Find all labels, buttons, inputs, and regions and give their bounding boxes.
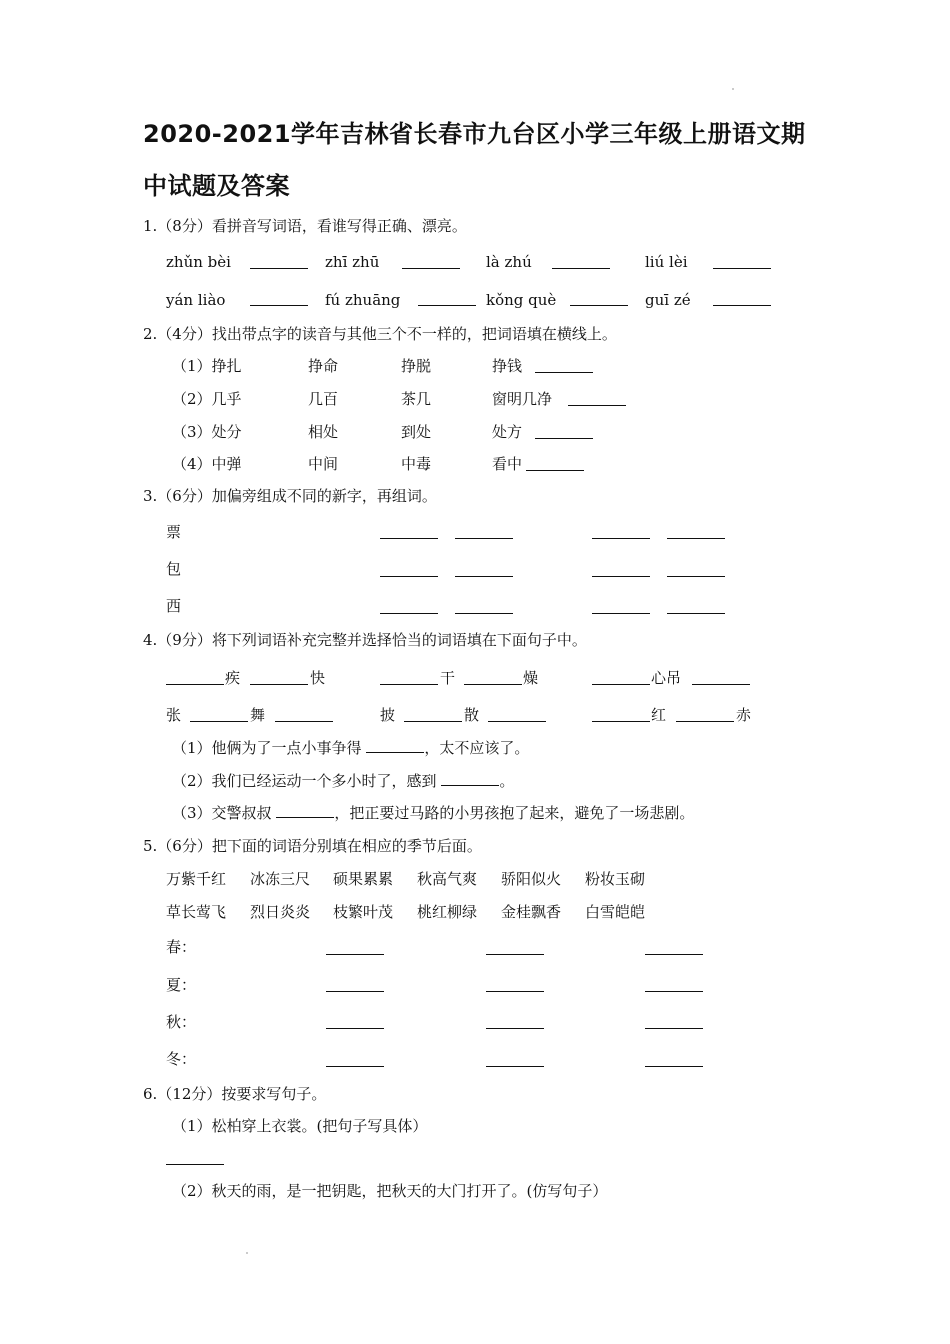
answer-blank[interactable] <box>250 684 308 685</box>
q1-pinyin-6: fú zhuāng <box>325 291 401 309</box>
q5-stem: 5.（6分）把下面的词语分别填在相应的季节后面。 <box>143 837 482 855</box>
q2-row3-word2: 相处 <box>308 423 339 441</box>
answer-blank[interactable] <box>418 305 476 306</box>
answer-blank[interactable] <box>667 538 725 539</box>
q1-pinyin-4: liú lèi <box>645 253 688 271</box>
q2-row4-word1: （4）中弹 <box>172 455 242 473</box>
answer-blank[interactable] <box>645 991 703 992</box>
q5-word: 骄阳似火 <box>501 870 562 888</box>
answer-blank[interactable] <box>570 305 628 306</box>
q4-word: 披 <box>380 706 396 724</box>
q1-pinyin-8: guī zé <box>645 291 691 309</box>
q4-sentence-3 <box>172 803 694 823</box>
q1-pinyin-7: kǒng què <box>486 291 557 309</box>
q4-s3-text-a: （3）交警叔叔 <box>172 804 272 822</box>
q5-word: 烈日炎炎 <box>250 903 311 921</box>
answer-blank[interactable] <box>486 1028 544 1029</box>
answer-blank[interactable] <box>535 438 593 439</box>
answer-blank[interactable] <box>667 576 725 577</box>
q6-part-2: （2）秋天的雨，是一把钥匙，把秋天的大门打开了。(仿写句子） <box>172 1182 608 1200</box>
q2-row2-word3: 茶几 <box>401 390 432 408</box>
answer-blank[interactable] <box>592 613 650 614</box>
q4-word: 燥 <box>523 669 539 687</box>
answer-blank[interactable] <box>326 991 384 992</box>
scan-speck <box>246 1252 248 1254</box>
answer-blank[interactable] <box>455 538 513 539</box>
q4-word: 赤 <box>736 706 752 724</box>
q5-word: 白雪皑皑 <box>585 903 646 921</box>
answer-blank[interactable] <box>326 954 384 955</box>
q2-row4-word2: 中间 <box>308 455 339 473</box>
answer-blank[interactable] <box>464 684 522 685</box>
answer-blank[interactable] <box>486 991 544 992</box>
answer-blank[interactable] <box>526 470 584 471</box>
answer-blank[interactable] <box>552 268 610 269</box>
q4-s3-text-b: ，把正要过马路的小男孩抱了起来，避免了一场悲剧。 <box>334 804 695 822</box>
q6-part-1: （1）松柏穿上衣裳。(把句子写具体） <box>172 1117 428 1135</box>
q5-season-autumn: 秋： <box>166 1013 197 1031</box>
answer-blank[interactable] <box>455 613 513 614</box>
q2-row4-word4: 看中 <box>492 455 523 473</box>
q5-season-winter: 冬： <box>166 1050 197 1068</box>
q2-row1-word2: 挣命 <box>308 357 339 375</box>
answer-blank[interactable] <box>441 771 499 786</box>
q5-word: 枝繁叶茂 <box>333 903 394 921</box>
answer-blank[interactable] <box>592 576 650 577</box>
q1-pinyin-1: zhǔn bèi <box>166 253 231 271</box>
scan-speck <box>732 88 734 90</box>
answer-blank[interactable] <box>166 1164 224 1165</box>
q2-row4-word3: 中毒 <box>401 455 432 473</box>
q2-row2-word2: 几百 <box>308 390 339 408</box>
q2-stem: 2.（4分）找出带点字的读音与其他三个不一样的，把词语填在横线上。 <box>143 325 617 343</box>
answer-blank[interactable] <box>592 721 650 722</box>
q1-stem: 1.（8分）看拼音写词语，看谁写得正确、漂亮。 <box>143 217 467 235</box>
answer-blank[interactable] <box>404 721 462 722</box>
answer-blank[interactable] <box>402 268 460 269</box>
document-title-line-2: 中试题及答案 <box>143 172 290 200</box>
answer-blank[interactable] <box>250 305 308 306</box>
q6-stem: 6.（12分）按要求写句子。 <box>143 1085 327 1103</box>
q4-s1-text-a: （1）他俩为了一点小事争得 <box>172 739 362 757</box>
q4-word: 快 <box>310 669 326 687</box>
answer-blank[interactable] <box>486 954 544 955</box>
answer-blank[interactable] <box>380 684 438 685</box>
q4-word: 心吊 <box>651 669 682 687</box>
q4-word: 张 <box>166 706 182 724</box>
answer-blank[interactable] <box>645 1066 703 1067</box>
q5-word: 万紫千红 <box>166 870 227 888</box>
q3-char-1: 票 <box>166 523 182 541</box>
answer-blank[interactable] <box>568 405 626 406</box>
q5-word: 草长莺飞 <box>166 903 227 921</box>
answer-blank[interactable] <box>592 538 650 539</box>
answer-blank[interactable] <box>535 372 593 373</box>
answer-blank[interactable] <box>326 1066 384 1067</box>
answer-blank[interactable] <box>713 268 771 269</box>
q2-row2-word1: （2）几乎 <box>172 390 242 408</box>
q5-word: 粉妆玉砌 <box>585 870 646 888</box>
answer-blank[interactable] <box>276 803 334 818</box>
answer-blank[interactable] <box>166 684 224 685</box>
q5-word: 硕果累累 <box>333 870 394 888</box>
q2-row2-word4: 窗明几净 <box>492 390 553 408</box>
answer-blank[interactable] <box>676 721 734 722</box>
answer-blank[interactable] <box>275 721 333 722</box>
q4-s2-text-b: 。 <box>499 772 515 790</box>
q3-char-2: 包 <box>166 560 182 578</box>
answer-blank[interactable] <box>592 684 650 685</box>
answer-blank[interactable] <box>366 738 424 753</box>
q2-row3-word4: 处方 <box>492 423 523 441</box>
answer-blank[interactable] <box>380 538 438 539</box>
answer-blank[interactable] <box>380 613 438 614</box>
q5-season-summer: 夏： <box>166 976 197 994</box>
q4-word: 干 <box>440 669 456 687</box>
answer-blank[interactable] <box>713 305 771 306</box>
answer-blank[interactable] <box>667 613 725 614</box>
q2-row3-word3: 到处 <box>401 423 432 441</box>
q2-row3-word1: （3）处分 <box>172 423 242 441</box>
q4-s2-text-a: （2）我们已经运动一个多小时了，感到 <box>172 772 437 790</box>
q5-word: 桃红柳绿 <box>417 903 478 921</box>
answer-blank[interactable] <box>486 1066 544 1067</box>
answer-blank[interactable] <box>645 1028 703 1029</box>
q4-word: 散 <box>464 706 480 724</box>
q4-word: 舞 <box>250 706 266 724</box>
q5-word: 金桂飘香 <box>501 903 562 921</box>
q4-stem: 4.（9分）将下列词语补充完整并选择恰当的词语填在下面句子中。 <box>143 631 587 649</box>
q2-row1-word4: 挣钱 <box>492 357 523 375</box>
q5-word: 秋高气爽 <box>417 870 478 888</box>
q2-row1-word3: 挣脱 <box>401 357 432 375</box>
answer-blank[interactable] <box>692 684 750 685</box>
answer-blank[interactable] <box>250 268 308 269</box>
q4-sentence-2 <box>172 771 514 791</box>
answer-blank[interactable] <box>190 721 248 722</box>
q4-word: 疾 <box>225 669 241 687</box>
answer-blank[interactable] <box>488 721 546 722</box>
q1-pinyin-2: zhī zhū <box>325 253 380 271</box>
q4-s1-text-b: ，太不应该了。 <box>424 739 530 757</box>
q3-char-3: 西 <box>166 597 182 615</box>
q4-word: 红 <box>651 706 667 724</box>
q1-pinyin-5: yán liào <box>166 291 226 309</box>
q2-row1-word1: （1）挣扎 <box>172 357 242 375</box>
answer-blank[interactable] <box>455 576 513 577</box>
answer-blank[interactable] <box>326 1028 384 1029</box>
q4-sentence-1 <box>172 738 529 758</box>
q5-season-spring: 春： <box>166 938 197 956</box>
q3-stem: 3.（6分）加偏旁组成不同的新字，再组词。 <box>143 487 437 505</box>
answer-blank[interactable] <box>380 576 438 577</box>
document-title-line-1: 2020-2021学年吉林省长春市九台区小学三年级上册语文期 <box>143 120 806 148</box>
answer-blank[interactable] <box>645 954 703 955</box>
q1-pinyin-3: là zhú <box>486 253 532 271</box>
q5-word: 冰冻三尺 <box>250 870 311 888</box>
